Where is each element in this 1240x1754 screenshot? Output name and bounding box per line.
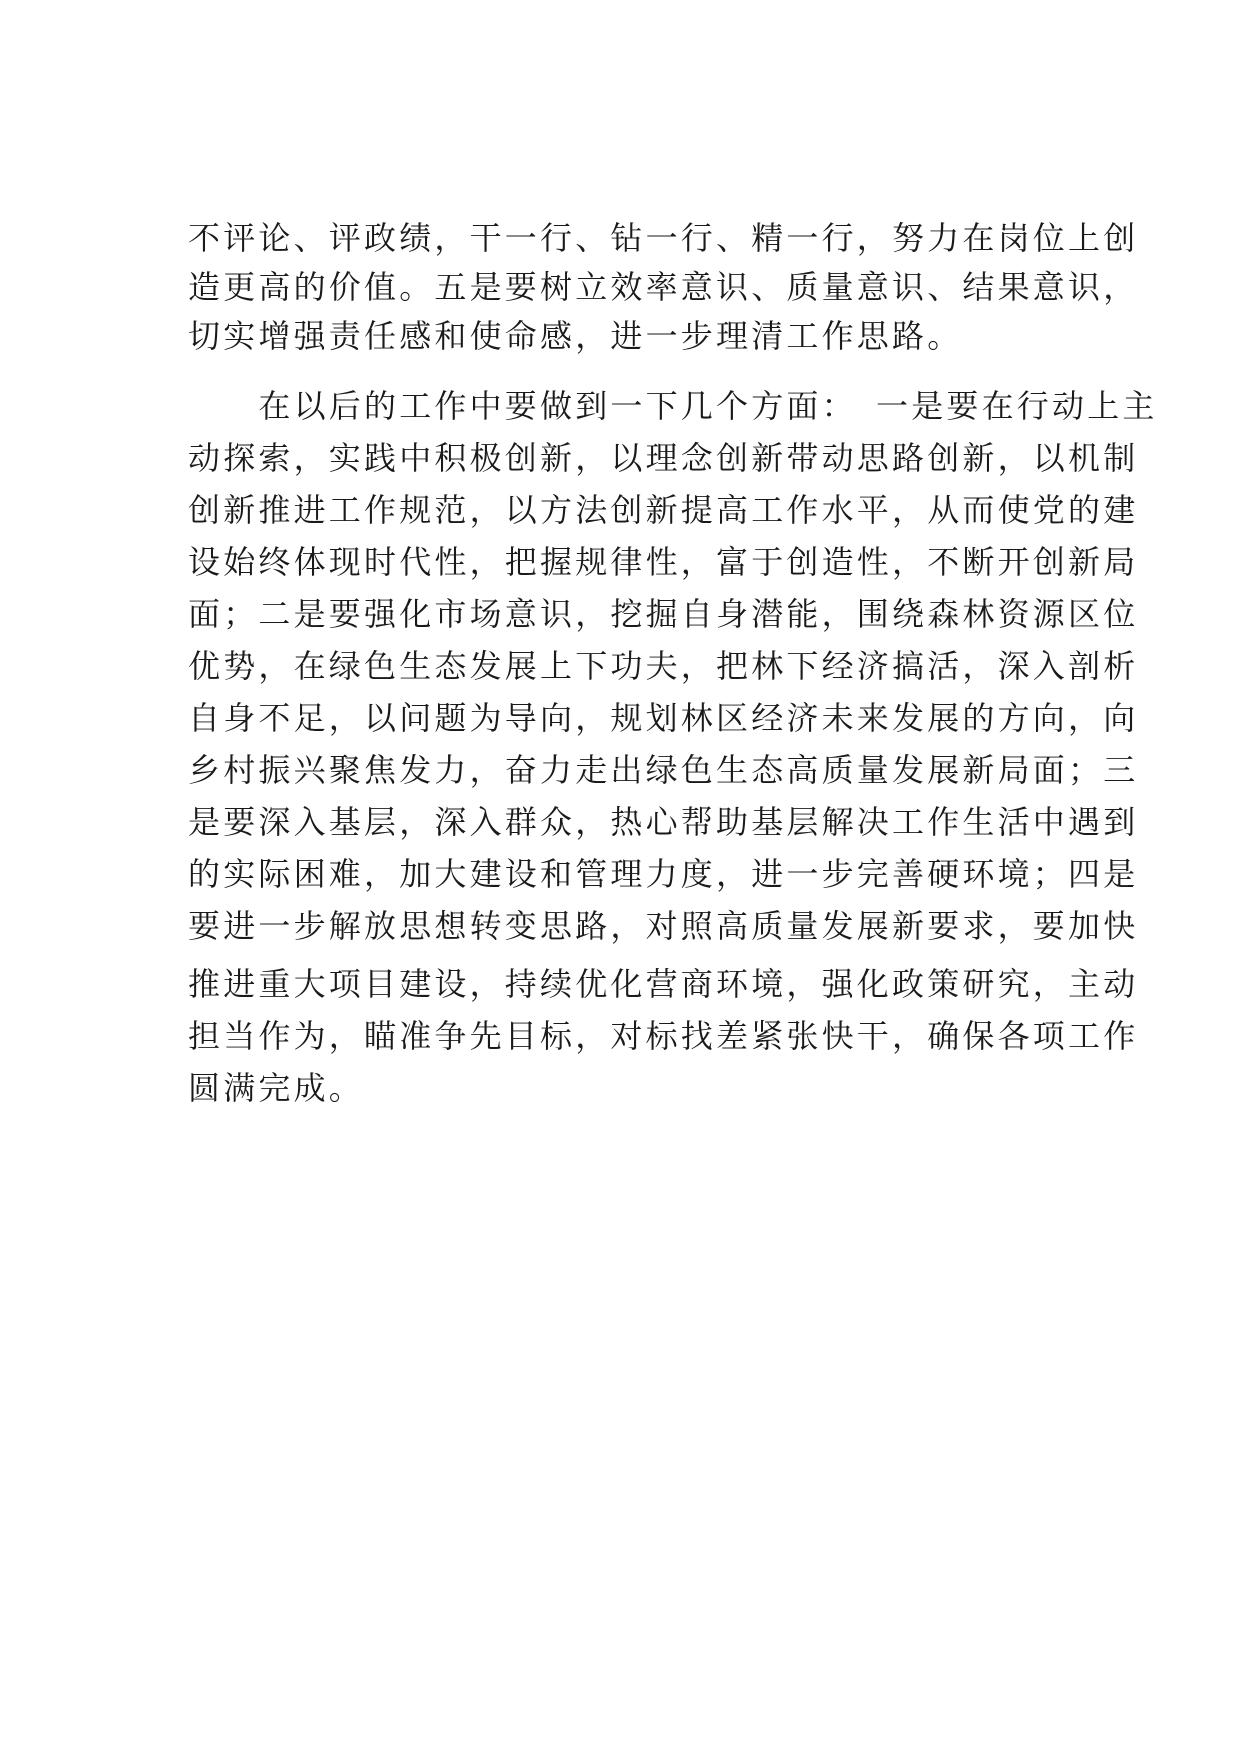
paragraph-2-line-14: 圆满完成。 [188, 1069, 365, 1107]
paragraph-2-line-7: 自身不足，以问题为导向，规划林区经济未来发展的方向，向 [188, 699, 1139, 737]
paragraph-1-line-2: 造更高的价值。五是要树立效率意识、质量意识、结果意识， [188, 268, 1139, 306]
paragraph-2-line-12: 推进重大项目建设，持续优化营商环境，强化政策研究，主动 [188, 965, 1139, 1003]
paragraph-1-line-3: 切实增强责任感和使命感，进一步理清工作思路。 [188, 317, 963, 355]
paragraph-2-line-11: 要进一步解放思想转变思路，对照高质量发展新要求，要加快 [188, 907, 1139, 945]
paragraph-2-line-9: 是要深入基层，深入群众，热心帮助基层解决工作生活中遇到 [188, 803, 1139, 841]
paragraph-2-line-5: 面；二是要强化市场意识，挖掘自身潜能，围绕森林资源区位 [188, 595, 1139, 633]
paragraph-2-line-4: 设始终体现时代性，把握规律性，富于创造性，不断开创新局 [188, 543, 1139, 581]
paragraph-2-line-13: 担当作为，瞄准争先目标，对标找差紧张快干，确保各项工作 [188, 1017, 1139, 1055]
paragraph-2-line-6: 优势，在绿色生态发展上下功夫，把林下经济搞活，深入剖析 [188, 647, 1139, 685]
paragraph-2-line-8: 乡村振兴聚焦发力，奋力走出绿色生态高质量发展新局面；三 [188, 751, 1139, 789]
paragraph-2-line-2: 动探索，实践中积极创新，以理念创新带动思路创新，以机制 [188, 439, 1139, 477]
paragraph-2-line-3: 创新推进工作规范，以方法创新提高工作水平，从而使党的建 [188, 491, 1139, 529]
paragraph-2-line-1: 在以后的工作中要做到一下几个方面： 一是要在行动上主 [188, 387, 1158, 425]
paragraph-2-line-10: 的实际困难，加大建设和管理力度，进一步完善硬环境；四是 [188, 855, 1139, 893]
paragraph-1-line-1: 不评论、评政绩，干一行、钻一行、精一行，努力在岗位上创 [188, 219, 1139, 257]
